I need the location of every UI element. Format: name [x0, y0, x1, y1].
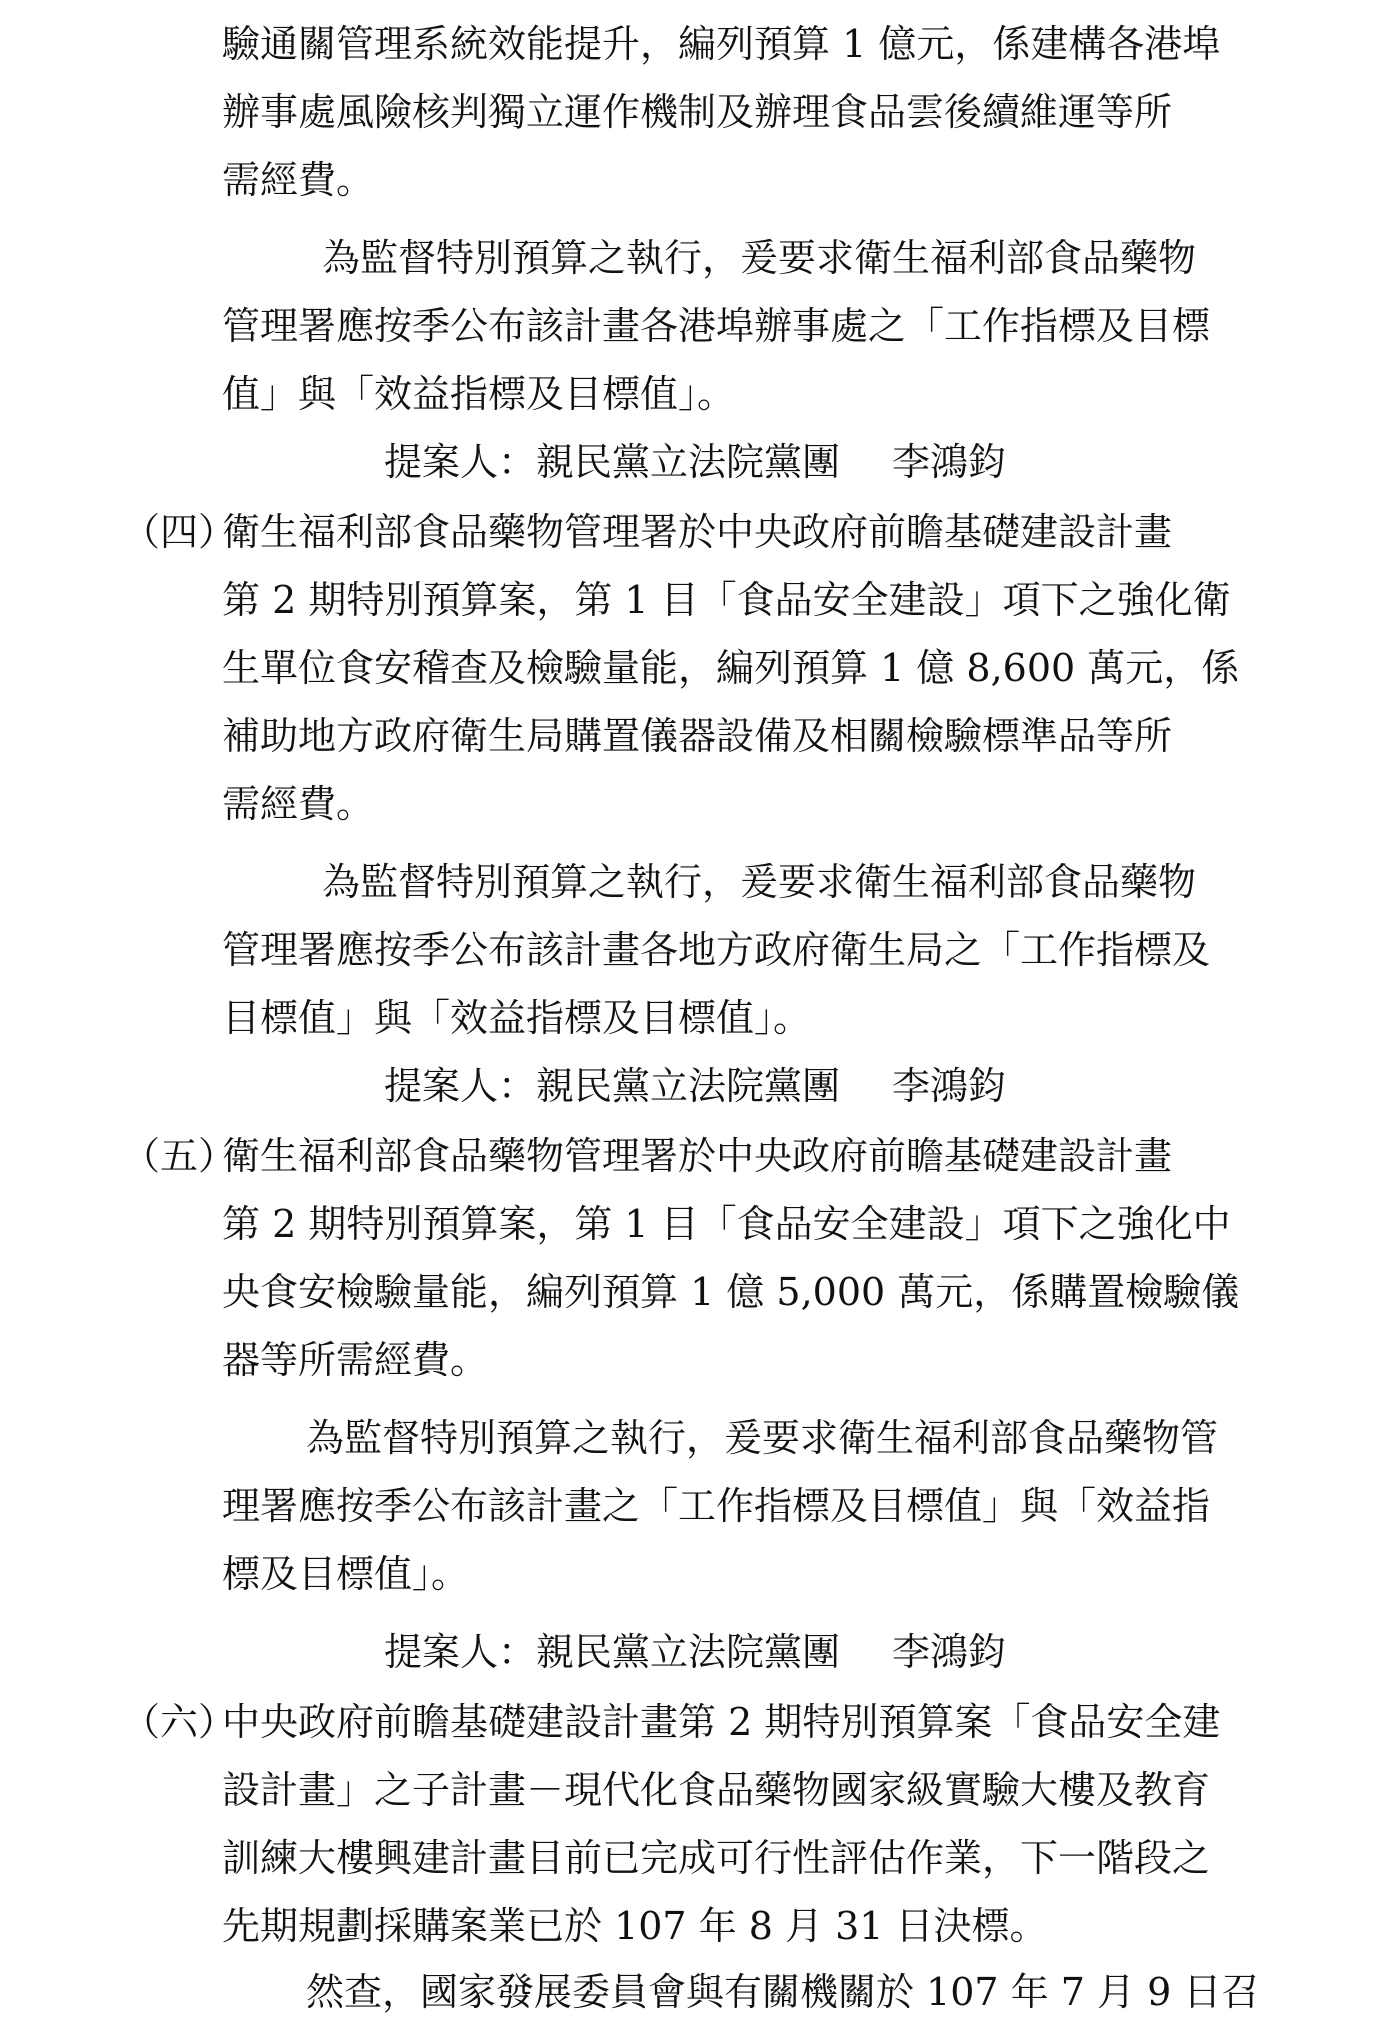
proposer-label: 提案人：親民黨立法院黨團	[384, 440, 841, 484]
text-line-content: 值」與「效益指標及目標值」。	[222, 372, 736, 416]
text-line-content: 標及目標值」。	[222, 1552, 470, 1596]
text-line-content: 然查，國家發展委員會與有關機關於 107 年 7 月 9 日召	[306, 1970, 1260, 2014]
text-line	[222, 150, 374, 210]
item-marker	[122, 1692, 236, 1752]
item-marker	[122, 1126, 236, 1186]
proposer-line	[384, 1622, 1006, 1682]
text-line-content: 驗通關管理系統效能提升，編列預算 1 億元，係建構各港埠	[222, 22, 1221, 66]
text-line	[222, 14, 1360, 74]
text-line	[222, 638, 1239, 698]
text-line	[222, 1760, 1210, 1820]
text-line-content: 先期規劃採購案業已於 107 年 8 月 31 日決標。	[222, 1904, 1048, 1948]
text-line	[222, 82, 1360, 142]
text-line	[222, 1544, 469, 1604]
text-line	[322, 228, 1196, 288]
proposer-line	[384, 432, 1006, 492]
item-marker-label: （四）	[122, 510, 237, 554]
proposer-label: 提案人：親民黨立法院黨團	[384, 1064, 841, 1108]
proposer-name: 李鴻鈞	[892, 1630, 1007, 1674]
text-line	[222, 1476, 1210, 1536]
text-line-content: 生單位食安稽查及檢驗量能，編列預算 1 億 8,600 萬元，係	[222, 646, 1240, 690]
text-line-content: 衛生福利部食品藥物管理署於中央政府前瞻基礎建設計畫	[222, 510, 1173, 554]
text-line	[222, 570, 1231, 630]
text-line	[222, 502, 1172, 562]
text-line-content: 第 2 期特別預算案，第 1 目「食品安全建設」項下之強化衛	[222, 578, 1231, 622]
text-line	[222, 706, 1172, 766]
proposer-name: 李鴻鈞	[892, 440, 1007, 484]
text-line-content: 目標值」與「效益指標及目標值」。	[222, 996, 812, 1040]
text-line-content: 為監督特別預算之執行，爰要求衛生福利部食品藥物	[322, 236, 1197, 280]
text-line	[222, 364, 735, 424]
text-line	[222, 296, 1210, 356]
item-marker-label: （五）	[122, 1134, 237, 1178]
text-line-content: 器等所需經費。	[222, 1338, 489, 1382]
text-line-content: 補助地方政府衛生局購置儀器設備及相關檢驗標準品等所	[222, 714, 1173, 758]
text-line	[306, 1408, 1218, 1468]
item-marker-label: （六）	[122, 1700, 237, 1744]
text-line-content: 需經費。	[222, 782, 375, 826]
text-line	[306, 1962, 1259, 2022]
text-line-content: 央食安檢驗量能，編列預算 1 億 5,000 萬元，係購置檢驗儀	[222, 1270, 1240, 1314]
text-line	[222, 988, 811, 1048]
text-line-content: 理署應按季公布該計畫之「工作指標及目標值」與「效益指	[222, 1484, 1211, 1528]
text-line-content: 為監督特別預算之執行，爰要求衛生福利部食品藥物管	[306, 1416, 1219, 1460]
text-line	[222, 920, 1210, 980]
text-line-content: 辦事處風險核判獨立運作機制及辦理食品雲後續維運等所	[222, 90, 1173, 134]
text-line-content: 第 2 期特別預算案，第 1 目「食品安全建設」項下之強化中	[222, 1202, 1231, 1246]
text-line-content: 衛生福利部食品藥物管理署於中央政府前瞻基礎建設計畫	[222, 1134, 1173, 1178]
proposer-name: 李鴻鈞	[892, 1064, 1007, 1108]
text-line	[222, 1692, 1220, 1752]
text-line	[222, 1126, 1172, 1186]
text-line	[222, 1194, 1231, 1254]
text-line-content: 設計畫」之子計畫－現代化食品藥物國家級實驗大樓及教育	[222, 1768, 1211, 1812]
text-line-content: 為監督特別預算之執行，爰要求衛生福利部食品藥物	[322, 860, 1197, 904]
text-line-content: 管理署應按季公布該計畫各地方政府衛生局之「工作指標及	[222, 928, 1211, 972]
text-line	[222, 1330, 488, 1390]
proposer-label: 提案人：親民黨立法院黨團	[384, 1630, 841, 1674]
text-line-content: 訓練大樓興建計畫目前已完成可行性評估作業，下一階段之	[222, 1836, 1211, 1880]
text-line	[222, 1262, 1239, 1322]
proposer-line	[384, 1056, 1006, 1116]
text-line	[222, 774, 374, 834]
text-line-content: 管理署應按季公布該計畫各港埠辦事處之「工作指標及目標	[222, 304, 1211, 348]
item-marker	[122, 502, 236, 562]
text-line	[222, 1828, 1210, 1888]
text-line	[322, 852, 1196, 912]
text-line	[222, 1896, 1048, 1956]
text-line-content: 中央政府前瞻基礎建設計畫第 2 期特別預算案「食品安全建	[222, 1700, 1221, 1744]
text-line-content: 需經費。	[222, 158, 375, 202]
